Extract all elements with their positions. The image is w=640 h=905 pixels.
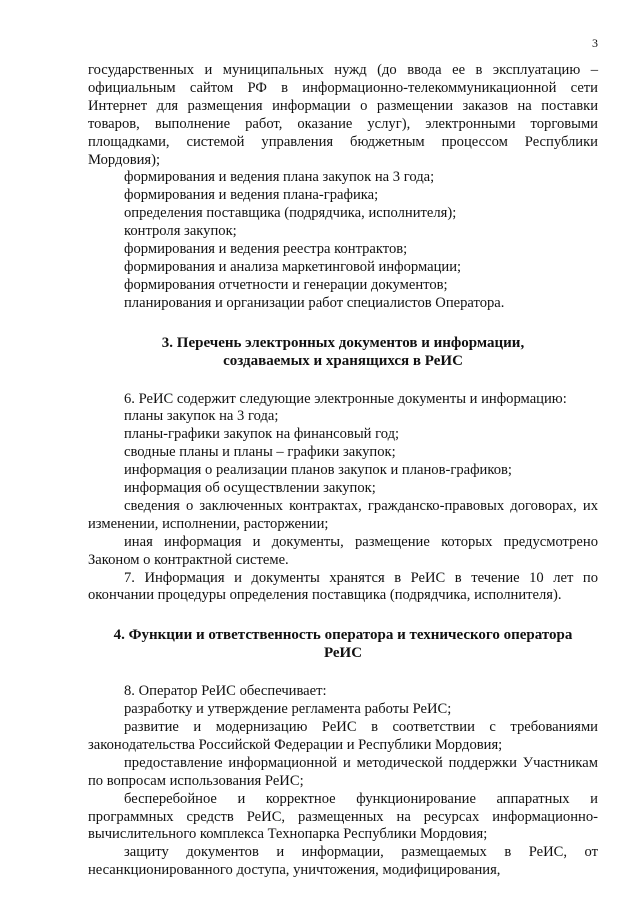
list-item: информация об осуществлении закупок;: [124, 480, 376, 497]
list-item: планы закупок на 3 года;: [124, 408, 279, 425]
list-item: формирования и ведения плана закупок на 3 года;: [124, 169, 435, 186]
section-3-title: [88, 335, 598, 371]
list-item-other: иная информация и документы, размещение которых предусмотрено Законом о контрактной системе.: [88, 533, 598, 568]
list-item: формирования отчетности и генерации документов;: [124, 276, 448, 293]
list-item-contracts: сведения о заключенных контрактах, гражданско-правовых договорах, их изменении, исполнении, расторжении;: [88, 497, 598, 532]
paragraph-6: 6. РеИС содержит следующие электронные документы и информацию:: [124, 390, 567, 407]
page-body: [88, 62, 598, 880]
section-4-title-line-2: РеИС: [323, 645, 363, 662]
list-item: предоставление информационной и методической поддержки Участникам по вопросам использования РеИС;: [88, 754, 598, 789]
paragraph-7: 7. Информация и документы хранятся в РеИС в течение 10 лет по окончании процедуры определения поставщика (подрядчика, исполнителя).: [88, 569, 598, 604]
list-item: формирования и ведения реестра контрактов;: [124, 241, 408, 258]
section-3-title-line-1: 3. Перечень электронных документов и информации,: [161, 334, 525, 351]
paragraph-8: 8. Оператор РеИС обеспечивает:: [124, 683, 327, 700]
list-item: сводные планы и планы – графики закупок;: [124, 444, 396, 461]
list-item: определения поставщика (подрядчика, исполнителя);: [124, 205, 457, 222]
list-item: информация о реализации планов закупок и планов-графиков;: [124, 462, 512, 479]
section-3-title-line-2: создаваемых и хранящихся в РеИС: [223, 352, 463, 369]
function-list: [88, 169, 598, 312]
list-item: контроля закупок;: [124, 223, 237, 240]
list-item: формирования и анализа маркетинговой информации;: [124, 258, 462, 275]
list-item: разработку и утверждение регламента работы РеИС;: [124, 701, 452, 718]
page-number: 3: [592, 36, 598, 50]
list-item: защиту документов и информации, размещаемых в РеИС, от несанкционированного доступа, уничтожения, модифицирования,: [88, 844, 598, 879]
section-4-title: [88, 627, 598, 663]
list-item: планы-графики закупок на финансовый год;: [124, 426, 400, 443]
list-item: бесперебойное и корректное функционирование аппаратных и программных средств РеИС, размещенных на ресурсах информационно-вычислительного комплекса Технопарка Республики Мордовия;: [88, 790, 598, 843]
continuation-paragraph: государственных и муниципальных нужд (до ввода ее в эксплуатацию – официальным сайтом РФ в информационно-телекоммуникационной сети Интернет для размещения информации о размещении заказов на поставки товаров, выполнение работ, оказание услуг), электронными торговыми площадками, системой управления бюджетным процессом Республики Мордовия);: [88, 62, 598, 168]
section-4-title-line-1: 4. Функции и ответственность оператора и технического оператора: [113, 627, 573, 644]
list-item: формирования и ведения плана-графика;: [124, 187, 379, 204]
list-item: развитие и модернизацию РеИС в соответствии с требованиями законодательства Российской Федерации и Республики Мордовия;: [88, 719, 598, 753]
list-item: планирования и организации работ специалистов Оператора.: [124, 294, 505, 311]
